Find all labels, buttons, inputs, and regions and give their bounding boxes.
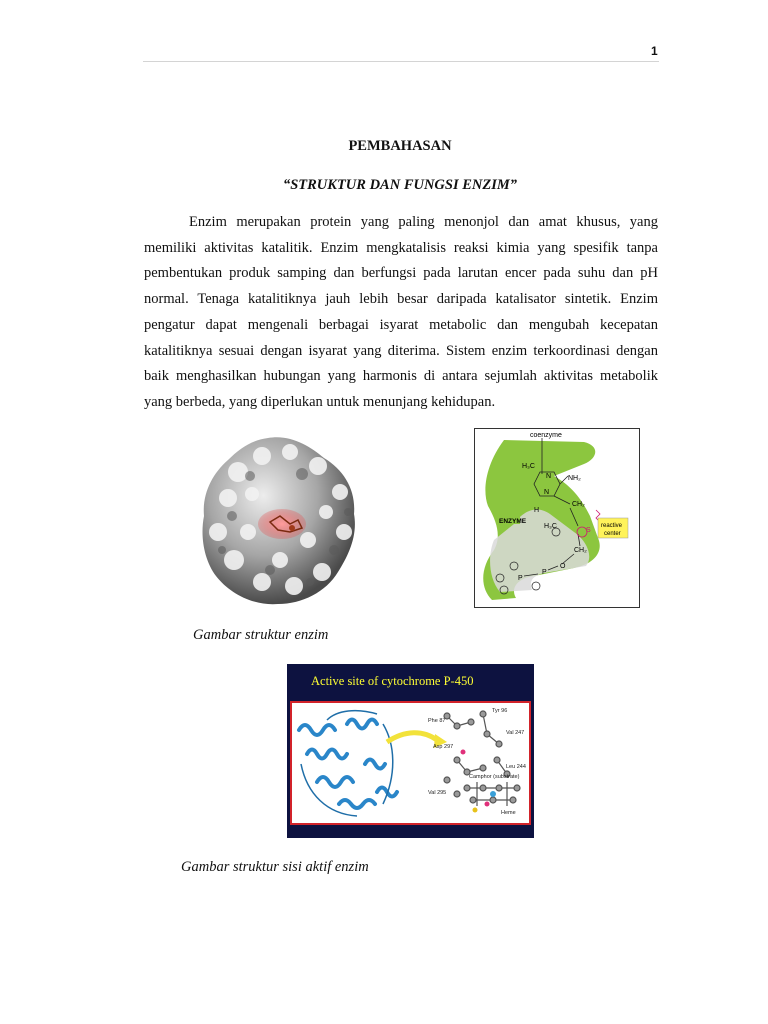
o-label: O [560,563,566,570]
cytochrome-title: Active site of cytochrome P-450 [311,674,474,688]
figure-caption-2: Gambar struktur sisi aktif enzim [181,859,369,875]
label-asp297: Asp 297 [433,744,454,750]
page-number: 1 [651,44,658,58]
s-label: S [586,527,591,534]
p1-label: P [518,575,523,582]
header-divider [143,61,659,62]
body-paragraph: Enzim merupakan protein yang paling menonjol dan amat khusus, yang memiliki aktivitas katalitik. Enzim mengkatalisis reaksi kimia yang spesifik tanpa pembentukan produk samping dan berfungsi pada larutan encer pada suhu dan pH normal. Tenaga katalitiknya jauh lebih besar daripada katalisator sintetik. Enzim pengatur dapat mengenali berbagai isyarat metabolic dan mengubah kecepatan katalitiknya sesuai dengan isyarat yang diterima. Sistem enzim terkoordinasi dengan baik menghasilkan hubungan yang harmonis di antara sejumlah aktivitas metabolik yang berbeda, yang diperlukan untuk menunjang kehidupan. [144,214,658,410]
n1-label: N [546,473,552,480]
coenzyme-diagram [474,428,640,608]
n2-label: N [544,489,550,496]
page-subtitle: “STRUKTUR DAN FUNGSI ENZIM” [282,177,518,193]
label-val295: Val 295 [428,790,447,796]
label-phe87: Phe 87 [428,718,446,724]
nh2-label: NH₂ [568,475,581,482]
coenzyme-label: coenzyme [530,432,562,439]
label-val247: Val 247 [506,730,525,736]
h-label: H [534,507,540,514]
page-title: PEMBAHASAN [348,138,452,154]
cytochrome-active-site-image [287,664,534,838]
h3c-label: H₃C [522,463,535,470]
label-heme: Heme [501,810,516,816]
label-tyr96: Tyr 96 [492,708,508,714]
label-camphor: Camphor (substrate) [469,774,520,780]
figure-caption-1: Gambar struktur enzim [193,627,329,643]
reactive-label-line2: center [604,531,621,537]
enzyme-surface-image [198,432,360,610]
p2-label: P [542,569,547,576]
label-leu244: Leu 244 [506,764,526,770]
ch2-b-label: CH₂ [574,547,587,554]
enzyme-label: ENZYME [499,518,527,525]
h3c-b-label: H₃C [544,523,557,530]
ch2-a-label: CH₂ [572,501,585,508]
reactive-label-line1: reactive [601,523,623,529]
